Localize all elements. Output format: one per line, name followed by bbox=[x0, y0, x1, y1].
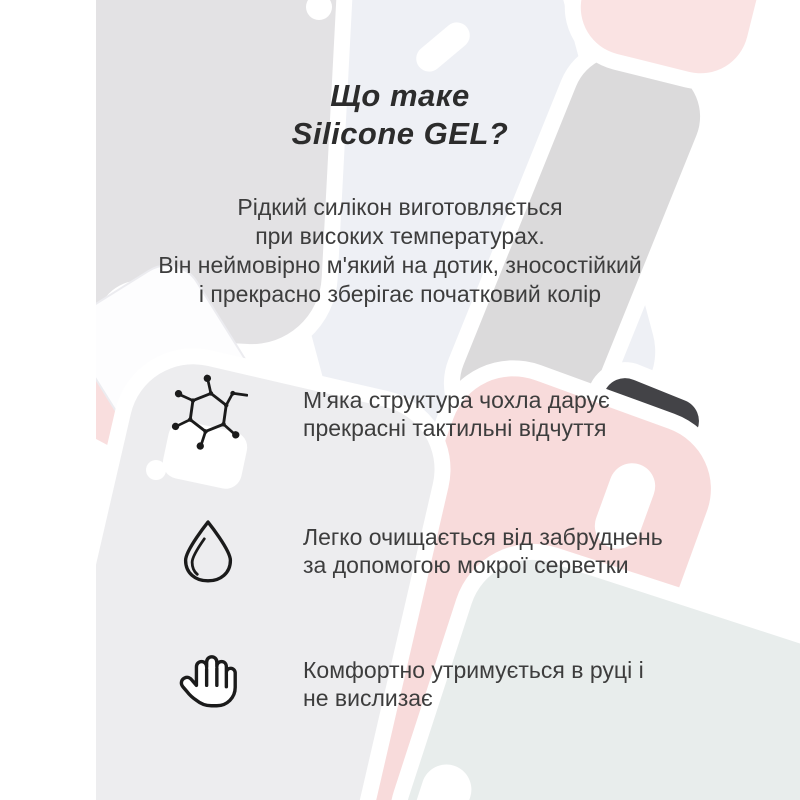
intro-line: Він неймовірно м'який на дотик, зносостійкий bbox=[158, 252, 642, 278]
feature-line: прекрасні тактильні відчуття bbox=[303, 415, 607, 441]
title-line-2: Silicone GEL? bbox=[291, 115, 509, 151]
title-line-1: Що таке bbox=[330, 77, 470, 113]
feature-line: не вислизає bbox=[303, 685, 433, 711]
intro-line: при високих температурах. bbox=[255, 223, 545, 249]
feature-line: Легко очищається від забруднень bbox=[303, 523, 663, 550]
intro-line: і прекрасно зберігає початковий колір bbox=[198, 281, 602, 307]
feature-grip bbox=[160, 642, 644, 726]
feature-line: М'яка структура чохла дарує bbox=[303, 386, 610, 413]
intro-paragraph bbox=[0, 193, 800, 309]
page-title bbox=[0, 77, 800, 153]
feature-line: за допомогою мокрої серветки bbox=[303, 552, 629, 578]
molecule-icon bbox=[160, 374, 255, 454]
water-drop-icon bbox=[160, 518, 255, 584]
hand-icon bbox=[160, 648, 255, 720]
feature-text bbox=[303, 386, 610, 443]
feature-text bbox=[303, 656, 644, 713]
feature-soft-structure bbox=[160, 366, 610, 462]
feature-easy-clean bbox=[160, 508, 663, 594]
feature-text bbox=[303, 523, 663, 580]
intro-line: Рідкий силікон виготовляється bbox=[237, 194, 563, 220]
feature-line: Комфортно утримується в руці і bbox=[303, 656, 644, 683]
